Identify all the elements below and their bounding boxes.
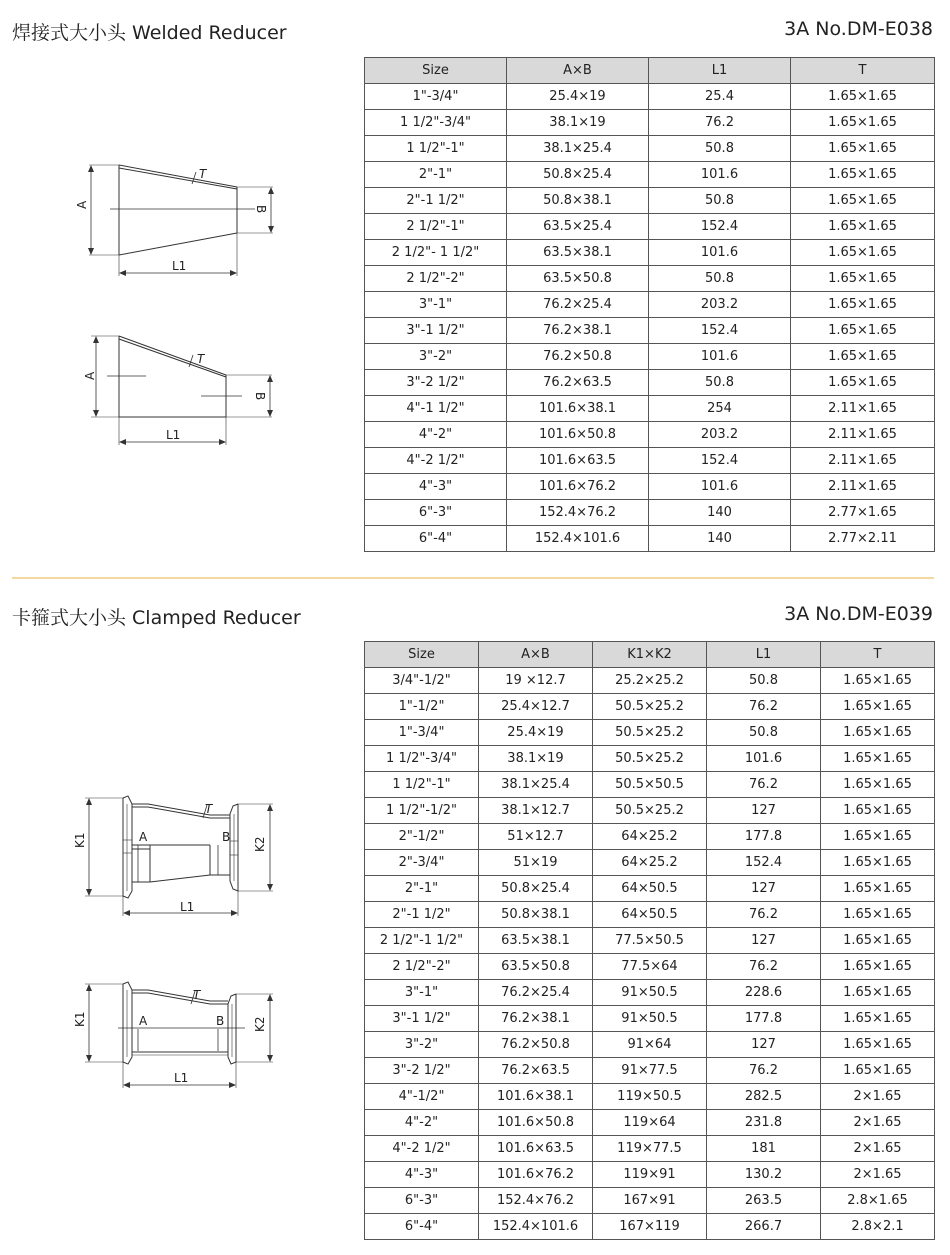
table-row: [365, 1058, 935, 1084]
table-header-row: [365, 642, 935, 668]
welded-title: 焊接式大小头 Welded Reducer: [12, 22, 287, 44]
table-cell: 4"-1/2": [365, 1084, 479, 1110]
table-cell: 50.5×25.2: [593, 746, 707, 772]
clamped-code: 3A No.DM-E039: [784, 603, 933, 625]
table-cell: 1.65×1.65: [791, 84, 935, 110]
table-cell: 63.5×50.8: [507, 266, 649, 292]
table-cell: 1.65×1.65: [791, 136, 935, 162]
table-cell: 1.65×1.65: [791, 214, 935, 240]
table-cell: 101.6×63.5: [479, 1136, 593, 1162]
table-cell: 4"-2 1/2": [365, 448, 507, 474]
table-cell: 51×12.7: [479, 824, 593, 850]
table-cell: 3"-1 1/2": [365, 1006, 479, 1032]
table-cell: 2.8×1.65: [821, 1188, 935, 1214]
table-row: [365, 266, 935, 292]
table-cell: 181: [707, 1136, 821, 1162]
table-row: [365, 772, 935, 798]
table-row: [365, 876, 935, 902]
table-cell: 101.6×38.1: [479, 1084, 593, 1110]
table-cell: 38.1×25.4: [479, 772, 593, 798]
table-cell: 1.65×1.65: [791, 318, 935, 344]
table-cell: 4"-1 1/2": [365, 396, 507, 422]
table-cell: 101.6: [649, 344, 791, 370]
table-cell: 2 1/2"-1 1/2": [365, 928, 479, 954]
table-cell: 50.8: [707, 720, 821, 746]
table-cell: 2.77×2.11: [791, 526, 935, 552]
table-cell: 2 1/2"- 1 1/2": [365, 240, 507, 266]
table-row: [365, 370, 935, 396]
table-cell: 127: [707, 798, 821, 824]
table-cell: 51×19: [479, 850, 593, 876]
table-cell: 91×64: [593, 1032, 707, 1058]
table-cell: 1.65×1.65: [821, 772, 935, 798]
clamped-eccentric-label-l1: L1: [174, 1071, 189, 1085]
table-cell: 76.2×25.4: [479, 980, 593, 1006]
header-size: Size: [365, 642, 479, 668]
table-cell: 2 1/2"-2": [365, 954, 479, 980]
table-cell: 77.5×50.5: [593, 928, 707, 954]
clamped-concentric-diagram: [60, 785, 290, 920]
clamped-label-l1: L1: [180, 900, 195, 914]
header-axb: A×B: [507, 58, 649, 84]
table-cell: 140: [649, 500, 791, 526]
table-cell: 1.65×1.65: [791, 110, 935, 136]
table-cell: 38.1×19: [479, 746, 593, 772]
table-row: [365, 422, 935, 448]
table-row: [365, 162, 935, 188]
table-cell: 1.65×1.65: [821, 1032, 935, 1058]
table-cell: 152.4: [649, 214, 791, 240]
clamped-eccentric-diagram: [60, 975, 290, 1095]
welded-eccentric-label-b: B: [253, 392, 267, 401]
header-axb: A×B: [479, 642, 593, 668]
table-cell: 63.5×38.1: [479, 928, 593, 954]
table-cell: 38.1×12.7: [479, 798, 593, 824]
table-cell: 76.2×38.1: [507, 318, 649, 344]
table-cell: 76.2×50.8: [507, 344, 649, 370]
table-cell: 1.65×1.65: [821, 694, 935, 720]
clamped-eccentric-label-t: T: [193, 988, 201, 1002]
table-cell: 2×1.65: [821, 1162, 935, 1188]
table-cell: 177.8: [707, 1006, 821, 1032]
table-cell: 77.5×64: [593, 954, 707, 980]
table-cell: 152.4: [649, 448, 791, 474]
table-cell: 2×1.65: [821, 1084, 935, 1110]
table-cell: 1.65×1.65: [791, 240, 935, 266]
table-cell: 3"-1": [365, 980, 479, 1006]
table-cell: 6"-4": [365, 526, 507, 552]
welded-label-b: B: [254, 205, 268, 214]
header-l1: L1: [649, 58, 791, 84]
table-cell: 50.8×25.4: [507, 162, 649, 188]
table-cell: 6"-4": [365, 1214, 479, 1240]
table-row: [365, 1110, 935, 1136]
table-row: [365, 746, 935, 772]
clamped-eccentric-label-k1: K1: [73, 1011, 87, 1027]
table-row: [365, 318, 935, 344]
table-cell: 50.5×25.2: [593, 720, 707, 746]
clamped-label-b: B: [222, 830, 231, 844]
table-row: [365, 824, 935, 850]
table-row: [365, 1006, 935, 1032]
table-cell: 1 1/2"-1": [365, 136, 507, 162]
clamped-spec-table: [364, 641, 935, 1240]
table-cell: 50.5×25.2: [593, 694, 707, 720]
table-cell: 1.65×1.65: [821, 798, 935, 824]
table-cell: 2.77×1.65: [791, 500, 935, 526]
table-cell: 50.8×38.1: [507, 188, 649, 214]
header-l1: L1: [707, 642, 821, 668]
table-cell: 1"-1/2": [365, 694, 479, 720]
table-cell: 50.8×25.4: [479, 876, 593, 902]
table-cell: 3"-2 1/2": [365, 1058, 479, 1084]
table-cell: 1.65×1.65: [821, 980, 935, 1006]
header-k1xk2: K1×K2: [593, 642, 707, 668]
table-cell: 1.65×1.65: [791, 344, 935, 370]
table-row: [365, 1162, 935, 1188]
header-t: T: [821, 642, 935, 668]
table-cell: 152.4×101.6: [507, 526, 649, 552]
table-cell: 76.2: [707, 694, 821, 720]
table-row: [365, 954, 935, 980]
table-cell: 231.8: [707, 1110, 821, 1136]
table-row: [365, 720, 935, 746]
table-cell: 64×50.5: [593, 902, 707, 928]
table-cell: 63.5×50.8: [479, 954, 593, 980]
table-row: [365, 1032, 935, 1058]
clamped-label-k2: K2: [253, 836, 267, 852]
table-cell: 1.65×1.65: [821, 1006, 935, 1032]
table-cell: 64×25.2: [593, 850, 707, 876]
welded-label-l1: L1: [172, 259, 187, 273]
table-cell: 19 ×12.7: [479, 668, 593, 694]
welded-eccentric-label-a: A: [83, 371, 97, 380]
table-cell: 2.11×1.65: [791, 422, 935, 448]
table-cell: 6"-3": [365, 1188, 479, 1214]
table-cell: 130.2: [707, 1162, 821, 1188]
table-cell: 4"-3": [365, 474, 507, 500]
table-cell: 1.65×1.65: [791, 188, 935, 214]
table-cell: 1.65×1.65: [791, 266, 935, 292]
table-cell: 1.65×1.65: [821, 668, 935, 694]
section-divider: [12, 577, 934, 579]
clamped-label-k1: K1: [73, 832, 87, 848]
table-cell: 25.4×12.7: [479, 694, 593, 720]
welded-concentric-diagram: [60, 150, 290, 280]
table-cell: 1.65×1.65: [791, 370, 935, 396]
table-cell: 2×1.65: [821, 1136, 935, 1162]
table-cell: 263.5: [707, 1188, 821, 1214]
table-cell: 152.4×101.6: [479, 1214, 593, 1240]
table-cell: 50.8: [707, 668, 821, 694]
clamped-eccentric-label-b: B: [216, 1014, 225, 1028]
table-cell: 4"-3": [365, 1162, 479, 1188]
table-cell: 152.4: [649, 318, 791, 344]
table-cell: 3"-1 1/2": [365, 318, 507, 344]
table-cell: 1 1/2"-3/4": [365, 746, 479, 772]
table-cell: 50.8×38.1: [479, 902, 593, 928]
table-cell: 50.8: [649, 266, 791, 292]
table-cell: 76.2×25.4: [507, 292, 649, 318]
table-cell: 266.7: [707, 1214, 821, 1240]
table-cell: 127: [707, 928, 821, 954]
table-cell: 101.6×38.1: [507, 396, 649, 422]
table-cell: 2"-1": [365, 162, 507, 188]
table-cell: 3"-2": [365, 344, 507, 370]
clamped-label-a: A: [139, 830, 148, 844]
table-cell: 119×91: [593, 1162, 707, 1188]
clamped-label-t: T: [205, 802, 213, 816]
table-cell: 50.5×50.5: [593, 772, 707, 798]
table-row: [365, 188, 935, 214]
table-cell: 1.65×1.65: [821, 954, 935, 980]
welded-label-a: A: [75, 200, 89, 209]
clamped-eccentric-label-k2: K2: [253, 1016, 267, 1032]
table-cell: 282.5: [707, 1084, 821, 1110]
table-cell: 4"-2": [365, 1110, 479, 1136]
table-cell: 2"-3/4": [365, 850, 479, 876]
table-cell: 1.65×1.65: [821, 902, 935, 928]
table-cell: 1.65×1.65: [821, 1058, 935, 1084]
table-cell: 6"-3": [365, 500, 507, 526]
table-row: [365, 526, 935, 552]
table-header-row: [365, 58, 935, 84]
table-cell: 76.2×63.5: [479, 1058, 593, 1084]
welded-code: 3A No.DM-E038: [784, 18, 933, 40]
table-cell: 101.6×63.5: [507, 448, 649, 474]
table-cell: 76.2×38.1: [479, 1006, 593, 1032]
table-row: [365, 928, 935, 954]
table-cell: 25.4: [649, 84, 791, 110]
table-cell: 1.65×1.65: [821, 850, 935, 876]
table-cell: 25.4×19: [507, 84, 649, 110]
table-cell: 127: [707, 876, 821, 902]
table-cell: 2×1.65: [821, 1110, 935, 1136]
table-cell: 50.5×25.2: [593, 798, 707, 824]
table-cell: 91×50.5: [593, 1006, 707, 1032]
table-cell: 119×64: [593, 1110, 707, 1136]
table-row: [365, 396, 935, 422]
table-cell: 76.2: [649, 110, 791, 136]
table-cell: 76.2: [707, 1058, 821, 1084]
table-cell: 2"-1 1/2": [365, 188, 507, 214]
welded-label-t: T: [199, 167, 207, 181]
table-cell: 63.5×25.4: [507, 214, 649, 240]
table-cell: 101.6×76.2: [479, 1162, 593, 1188]
table-cell: 177.8: [707, 824, 821, 850]
table-cell: 1.65×1.65: [821, 928, 935, 954]
table-row: [365, 798, 935, 824]
table-cell: 101.6: [649, 240, 791, 266]
table-row: [365, 902, 935, 928]
table-cell: 203.2: [649, 292, 791, 318]
table-cell: 2.11×1.65: [791, 448, 935, 474]
table-cell: 1"-3/4": [365, 720, 479, 746]
table-row: [365, 214, 935, 240]
table-row: [365, 292, 935, 318]
table-cell: 1.65×1.65: [821, 746, 935, 772]
table-cell: 1.65×1.65: [791, 162, 935, 188]
table-cell: 101.6: [649, 474, 791, 500]
table-cell: 76.2×50.8: [479, 1032, 593, 1058]
table-row: [365, 84, 935, 110]
table-cell: 91×50.5: [593, 980, 707, 1006]
table-row: [365, 110, 935, 136]
table-cell: 3"-1": [365, 292, 507, 318]
table-cell: 76.2: [707, 902, 821, 928]
table-row: [365, 448, 935, 474]
table-cell: 38.1×25.4: [507, 136, 649, 162]
welded-spec-table: [364, 57, 935, 552]
table-cell: 76.2: [707, 954, 821, 980]
table-cell: 3/4"-1/2": [365, 668, 479, 694]
table-cell: 64×25.2: [593, 824, 707, 850]
table-cell: 3"-2 1/2": [365, 370, 507, 396]
table-cell: 64×50.5: [593, 876, 707, 902]
table-cell: 2.11×1.65: [791, 396, 935, 422]
table-cell: 2"-1 1/2": [365, 902, 479, 928]
table-row: [365, 1136, 935, 1162]
table-cell: 2.11×1.65: [791, 474, 935, 500]
header-size: Size: [365, 58, 507, 84]
table-cell: 25.4×19: [479, 720, 593, 746]
table-cell: 167×91: [593, 1188, 707, 1214]
welded-eccentric-diagram: [60, 325, 290, 450]
table-cell: 119×77.5: [593, 1136, 707, 1162]
table-cell: 1 1/2"-1": [365, 772, 479, 798]
table-row: [365, 344, 935, 370]
table-cell: 228.6: [707, 980, 821, 1006]
table-cell: 101.6×50.8: [507, 422, 649, 448]
table-cell: 140: [649, 526, 791, 552]
header-t: T: [791, 58, 935, 84]
table-row: [365, 500, 935, 526]
table-cell: 101.6: [707, 746, 821, 772]
table-row: [365, 1214, 935, 1240]
table-cell: 50.8: [649, 370, 791, 396]
table-cell: 2 1/2"-2": [365, 266, 507, 292]
table-cell: 2"-1": [365, 876, 479, 902]
table-row: [365, 980, 935, 1006]
table-cell: 1.65×1.65: [821, 824, 935, 850]
table-row: [365, 1188, 935, 1214]
table-row: [365, 850, 935, 876]
table-cell: 38.1×19: [507, 110, 649, 136]
table-cell: 101.6: [649, 162, 791, 188]
table-cell: 101.6×76.2: [507, 474, 649, 500]
clamped-title: 卡箍式大小头 Clamped Reducer: [12, 607, 301, 629]
table-cell: 119×50.5: [593, 1084, 707, 1110]
clamped-eccentric-label-a: A: [139, 1014, 148, 1028]
table-cell: 25.2×25.2: [593, 668, 707, 694]
table-cell: 1"-3/4": [365, 84, 507, 110]
table-cell: 3"-2": [365, 1032, 479, 1058]
table-cell: 1 1/2"-1/2": [365, 798, 479, 824]
table-cell: 167×119: [593, 1214, 707, 1240]
table-cell: 76.2×63.5: [507, 370, 649, 396]
welded-eccentric-label-l1: L1: [166, 428, 181, 442]
table-row: [365, 136, 935, 162]
table-cell: 4"-2": [365, 422, 507, 448]
table-cell: 63.5×38.1: [507, 240, 649, 266]
table-cell: 50.8: [649, 188, 791, 214]
table-cell: 91×77.5: [593, 1058, 707, 1084]
table-cell: 152.4×76.2: [507, 500, 649, 526]
table-cell: 76.2: [707, 772, 821, 798]
table-cell: 254: [649, 396, 791, 422]
table-cell: 4"-2 1/2": [365, 1136, 479, 1162]
table-row: [365, 240, 935, 266]
table-cell: 2.8×2.1: [821, 1214, 935, 1240]
table-cell: 101.6×50.8: [479, 1110, 593, 1136]
table-cell: 152.4×76.2: [479, 1188, 593, 1214]
table-cell: 203.2: [649, 422, 791, 448]
table-cell: 152.4: [707, 850, 821, 876]
table-row: [365, 668, 935, 694]
table-cell: 1 1/2"-3/4": [365, 110, 507, 136]
table-row: [365, 474, 935, 500]
welded-eccentric-label-t: T: [197, 352, 205, 366]
table-cell: 1.65×1.65: [821, 876, 935, 902]
table-cell: 50.8: [649, 136, 791, 162]
table-cell: 1.65×1.65: [791, 292, 935, 318]
table-cell: 1.65×1.65: [821, 720, 935, 746]
table-cell: 127: [707, 1032, 821, 1058]
table-row: [365, 1084, 935, 1110]
table-cell: 2 1/2"-1": [365, 214, 507, 240]
table-cell: 2"-1/2": [365, 824, 479, 850]
table-row: [365, 694, 935, 720]
